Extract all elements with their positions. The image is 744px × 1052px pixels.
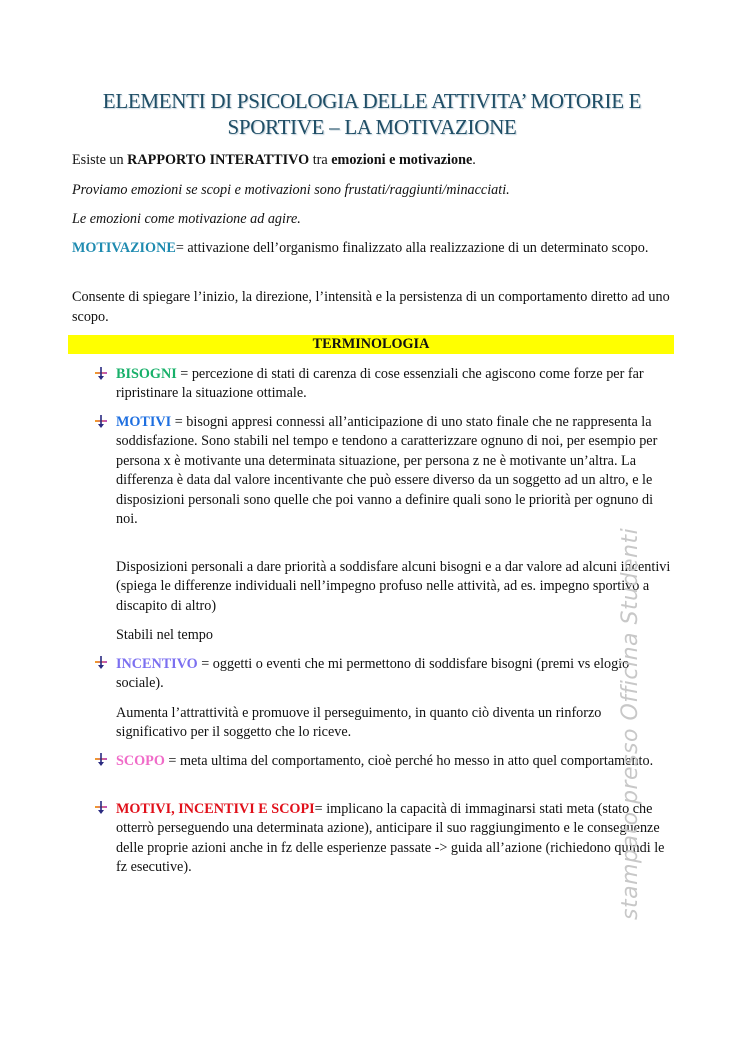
text: tra — [309, 152, 332, 168]
term-key: INCENTIVO — [116, 656, 198, 672]
term-key: MOTIVI — [116, 414, 172, 430]
term-definition: = meta ultima del comportamento, cioè perché ho messo in atto quel comportamento. — [164, 753, 654, 769]
arrow-down-bullet-icon — [93, 414, 109, 430]
arrow-down-bullet-icon — [93, 752, 109, 768]
bold-text: emozioni e motivazione — [331, 152, 473, 168]
intro-paragraph-5: Consente di spiegare l’inizio, la direzione, l’intensità e la persistenza di un comportamento diretto ad uno scopo. — [72, 289, 670, 325]
text: Esiste un — [72, 152, 128, 168]
term-bisogni — [116, 365, 672, 404]
watermark: stampato presso Officina Studenti — [618, 527, 643, 920]
title-line-1: ELEMENTI DI PSICOLOGIA DELLE ATTIVITA’ MOTORIE E — [102, 89, 642, 113]
term-motivi — [116, 413, 672, 529]
text: . — [472, 152, 476, 168]
term-key: BISOGNI — [116, 366, 177, 382]
term-definition: = implicano la capacità di immaginarsi stati meta (stato che otterrò perseguendo una determinata azione), anticipare il suo raggiungimento e le conseguenze delle proprie azioni anche in fz delle esperienze passate -> guida all’azione (richiedono quindi le fz esecutive). — [116, 801, 665, 876]
term-motivi-incentivi-scopi — [116, 800, 672, 878]
term-motivi-note-2: Stabili nel tempo — [116, 627, 213, 643]
motivazione-definition — [72, 238, 672, 258]
intro-paragraph-3: Le emozioni come motivazione ad agire. — [72, 211, 301, 227]
term-incentivo — [116, 655, 672, 694]
term-key: SCOPO — [116, 753, 165, 769]
term-definition: = oggetti o eventi che mi permettono di soddisfare bisogni (premi vs elogio sociale). — [116, 656, 630, 692]
document-title — [70, 88, 674, 140]
term-incentivo-note: Aumenta l’attrattività e promuove il perseguimento, in quanto ciò diventa un rinforzo significativo per il soggetto che lo riceve. — [116, 705, 602, 741]
motivazione-term: MOTIVAZIONE — [72, 240, 176, 256]
term-key: MOTIVI, INCENTIVI E SCOPI — [116, 801, 315, 817]
arrow-down-bullet-icon — [93, 800, 109, 816]
term-motivi-note-1: Disposizioni personali a dare priorità a soddisfare alcuni bisogni e a dar valore ad alcuni incentivi (spiega le differenze individuali nell’impegno profuso nelle attività, ad es. impegno sportivo a discapito di altro) — [116, 559, 671, 614]
term-definition: = percezione di stati di carenza di cose essenziali che agiscono come forze per far ripristinare la situazione ottimale. — [116, 366, 644, 402]
bold-text: RAPPORTO INTERATTIVO — [127, 152, 310, 168]
intro-paragraph-2: Proviamo emozioni se scopi e motivazioni sono frustati/raggiunti/minacciati. — [72, 182, 510, 198]
arrow-down-bullet-icon — [93, 366, 109, 382]
section-heading-terminologia: TERMINOLOGIA — [68, 335, 674, 354]
intro-paragraph-1 — [72, 150, 672, 170]
definition-text: = attivazione dell’organismo finalizzato alla realizzazione di un determinato scopo. — [175, 240, 649, 256]
term-scopo — [116, 752, 672, 771]
arrow-down-bullet-icon — [93, 655, 109, 671]
term-definition: = bisogni appresi connessi all’anticipazione di uno stato finale che ne rappresenta la soddisfazione. Sono stabili nel tempo e tendono a caratterizzare ognuno di noi, per esempio per persona x è motivante una determinata situazione, per persona z ne è motivante un’altra. La differenza è data dal valore incentivante che può essere diverso da un soggetto ad un altro, e le disposizioni personali sono quelle che poi vanno a definire quali sono le priorità per ognuno di noi. — [116, 414, 658, 528]
title-line-2: SPORTIVE – LA MOTIVAZIONE — [227, 115, 517, 139]
